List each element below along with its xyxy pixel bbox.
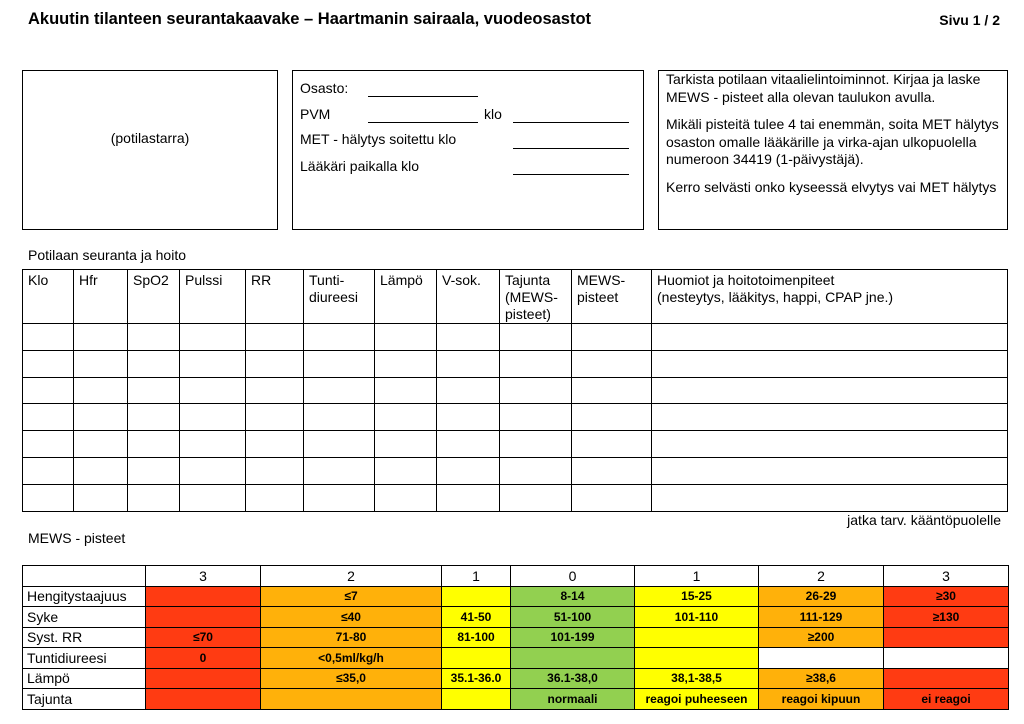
monitoring-entry-cell[interactable] — [23, 350, 74, 377]
mews-range-cell — [511, 648, 635, 669]
monitoring-entry-cell[interactable] — [304, 431, 375, 458]
monitoring-entry-cell[interactable] — [180, 457, 246, 484]
mews-range-cell: 8-14 — [511, 586, 635, 607]
monitoring-column-header: Hfr — [74, 270, 128, 324]
mews-range-cell: ≤35,0 — [261, 668, 442, 689]
mews-score-header-row — [23, 566, 1009, 587]
monitoring-entry-cell[interactable] — [375, 350, 437, 377]
page-number: Sivu 1 / 2 — [939, 12, 1000, 28]
monitoring-entry-cell[interactable] — [500, 484, 572, 511]
monitoring-entry-cell[interactable] — [572, 484, 652, 511]
monitoring-entry-cell[interactable] — [375, 404, 437, 431]
mews-parameter-row — [23, 689, 1009, 710]
mews-range-cell: 81-100 — [442, 627, 511, 648]
monitoring-column-header: Tajunta (MEWS- pisteet) — [500, 270, 572, 324]
monitoring-entry-cell[interactable] — [74, 457, 128, 484]
monitoring-entry-cell[interactable] — [304, 484, 375, 511]
monitoring-entry-cell[interactable] — [74, 324, 128, 351]
monitoring-entry-cell[interactable] — [246, 350, 304, 377]
date-label: PVM — [300, 106, 331, 122]
monitoring-entry-cell[interactable] — [572, 350, 652, 377]
monitoring-entry-cell[interactable] — [652, 484, 1008, 511]
doctor-arrival-label: Lääkäri paikalla klo — [300, 158, 420, 174]
monitoring-entry-cell[interactable] — [572, 404, 652, 431]
monitoring-entry-cell[interactable] — [246, 457, 304, 484]
monitoring-header-row — [23, 270, 1008, 324]
monitoring-entry-cell[interactable] — [652, 404, 1008, 431]
monitoring-entry-cell[interactable] — [652, 431, 1008, 458]
mews-table — [22, 565, 1009, 710]
mews-range-cell: 51-100 — [511, 607, 635, 628]
monitoring-entry-cell[interactable] — [180, 484, 246, 511]
monitoring-entry-cell[interactable] — [500, 377, 572, 404]
mews-range-cell — [146, 689, 261, 710]
mews-range-cell — [884, 668, 1009, 689]
monitoring-section-label: Potilaan seuranta ja hoito — [28, 247, 186, 263]
monitoring-entry-cell[interactable] — [23, 404, 74, 431]
mews-range-cell — [442, 689, 511, 710]
mews-corner-cell — [23, 566, 146, 587]
mews-range-cell: <0,5ml/kg/h — [261, 648, 442, 669]
mews-range-cell: 35.1-36.0 — [442, 668, 511, 689]
ward-field[interactable] — [368, 96, 478, 97]
mews-range-cell — [442, 586, 511, 607]
mews-range-cell — [635, 627, 759, 648]
monitoring-entry-row — [23, 484, 1008, 511]
monitoring-entry-cell[interactable] — [180, 350, 246, 377]
met-alarm-label: MET - hälytys soitettu klo — [300, 131, 457, 147]
mews-parameter-label: Syst. RR — [23, 627, 146, 648]
monitoring-entry-cell[interactable] — [128, 324, 180, 351]
monitoring-column-header: Tunti- diureesi — [304, 270, 375, 324]
monitoring-column-header: MEWS- pisteet — [572, 270, 652, 324]
mews-range-cell — [442, 648, 511, 669]
mews-range-cell — [146, 586, 261, 607]
mews-range-cell: ≥30 — [884, 586, 1009, 607]
mews-parameter-row — [23, 607, 1009, 628]
monitoring-entry-row — [23, 350, 1008, 377]
ward-info-box — [292, 70, 644, 230]
mews-range-cell: 0 — [146, 648, 261, 669]
monitoring-entry-cell[interactable] — [23, 484, 74, 511]
monitoring-entry-cell[interactable] — [437, 324, 500, 351]
monitoring-column-header: SpO2 — [128, 270, 180, 324]
mews-parameter-row — [23, 586, 1009, 607]
time-label: klo — [484, 106, 502, 122]
monitoring-entry-cell[interactable] — [304, 457, 375, 484]
monitoring-entry-cell[interactable] — [246, 431, 304, 458]
mews-score-header: 0 — [511, 566, 635, 587]
mews-range-cell: 101-110 — [635, 607, 759, 628]
mews-range-cell: 15-25 — [635, 586, 759, 607]
monitoring-entry-row — [23, 404, 1008, 431]
monitoring-entry-cell[interactable] — [572, 377, 652, 404]
monitoring-column-header: Lämpö — [375, 270, 437, 324]
monitoring-entry-cell[interactable] — [180, 431, 246, 458]
mews-parameter-row — [23, 627, 1009, 648]
monitoring-entry-cell[interactable] — [572, 431, 652, 458]
monitoring-entry-cell[interactable] — [74, 350, 128, 377]
mews-range-cell: ≥130 — [884, 607, 1009, 628]
monitoring-entry-cell[interactable] — [128, 404, 180, 431]
monitoring-entry-cell[interactable] — [500, 350, 572, 377]
mews-range-cell: ≤40 — [261, 607, 442, 628]
monitoring-entry-row — [23, 431, 1008, 458]
monitoring-entry-cell[interactable] — [23, 324, 74, 351]
mews-range-cell: ≤7 — [261, 586, 442, 607]
ward-label: Osasto: — [300, 80, 349, 96]
mews-range-cell — [146, 668, 261, 689]
doctor-arrival-time-field[interactable] — [513, 174, 629, 175]
met-alarm-time-field[interactable] — [513, 148, 629, 149]
monitoring-entry-cell[interactable] — [246, 484, 304, 511]
monitoring-column-header: Klo — [23, 270, 74, 324]
monitoring-entry-cell[interactable] — [375, 324, 437, 351]
mews-range-cell: ≤70 — [146, 627, 261, 648]
mews-section-label: MEWS - pisteet — [28, 530, 126, 546]
monitoring-entry-cell[interactable] — [304, 324, 375, 351]
monitoring-entry-cell[interactable] — [246, 324, 304, 351]
monitoring-entry-cell[interactable] — [500, 431, 572, 458]
monitoring-entry-cell[interactable] — [74, 404, 128, 431]
mews-range-cell — [146, 607, 261, 628]
monitoring-entry-cell[interactable] — [74, 377, 128, 404]
monitoring-entry-cell[interactable] — [437, 431, 500, 458]
instruction-text: Tarkista potilaan vitaalielintoiminnot. Kirjaa ja laske MEWS - pisteet alla olevan taulukon avulla. — [666, 71, 981, 105]
monitoring-entry-cell[interactable] — [304, 377, 375, 404]
mews-score-header: 3 — [146, 566, 261, 587]
mews-range-cell: ei reagoi — [884, 689, 1009, 710]
monitoring-column-header: RR — [246, 270, 304, 324]
monitoring-column-header: Pulssi — [180, 270, 246, 324]
monitoring-entry-cell[interactable] — [652, 377, 1008, 404]
monitoring-entry-cell[interactable] — [572, 457, 652, 484]
mews-range-cell: 71-80 — [261, 627, 442, 648]
mews-parameter-label: Tajunta — [23, 689, 146, 710]
monitoring-entry-cell[interactable] — [128, 457, 180, 484]
monitoring-entry-cell[interactable] — [572, 324, 652, 351]
mews-range-cell — [759, 648, 884, 669]
monitoring-entry-cell[interactable] — [652, 457, 1008, 484]
monitoring-entry-row — [23, 324, 1008, 351]
patient-sticker-box — [22, 70, 278, 230]
monitoring-entry-cell[interactable] — [500, 404, 572, 431]
monitoring-entry-cell[interactable] — [375, 377, 437, 404]
monitoring-entry-cell[interactable] — [437, 350, 500, 377]
mews-range-cell: 41-50 — [442, 607, 511, 628]
mews-parameter-label: Hengitystaajuus — [23, 586, 146, 607]
mews-score-header: 2 — [261, 566, 442, 587]
instructions-box — [658, 70, 1008, 230]
mews-range-cell — [635, 648, 759, 669]
monitoring-entry-row — [23, 457, 1008, 484]
mews-score-header: 3 — [884, 566, 1009, 587]
monitoring-entry-cell[interactable] — [304, 404, 375, 431]
mews-range-cell: 36.1-38,0 — [511, 668, 635, 689]
mews-range-cell: 38,1-38,5 — [635, 668, 759, 689]
monitoring-entry-cell[interactable] — [246, 377, 304, 404]
monitoring-entry-cell[interactable] — [652, 324, 1008, 351]
monitoring-column-header: V-sok. — [437, 270, 500, 324]
monitoring-entry-cell[interactable] — [304, 350, 375, 377]
monitoring-entry-row — [23, 377, 1008, 404]
continue-note: jatka tarv. kääntöpuolelle — [847, 512, 1001, 528]
instruction-text: Mikäli pisteitä tulee 4 tai enemmän, soita MET hälytys osaston omalle lääkärille ja virka-ajan ulkopuolella numeroon 34419 (1-päivystäjä). — [666, 116, 999, 167]
monitoring-entry-cell[interactable] — [246, 404, 304, 431]
monitoring-entry-cell[interactable] — [128, 431, 180, 458]
monitoring-entry-cell[interactable] — [180, 404, 246, 431]
monitoring-entry-cell[interactable] — [23, 457, 74, 484]
mews-parameter-label: Tuntidiureesi — [23, 648, 146, 669]
mews-score-header: 1 — [635, 566, 759, 587]
monitoring-entry-cell[interactable] — [128, 484, 180, 511]
mews-range-cell — [261, 689, 442, 710]
mews-range-cell: reagoi kipuun — [759, 689, 884, 710]
monitoring-table — [22, 269, 1008, 512]
mews-range-cell: ≥38,6 — [759, 668, 884, 689]
monitoring-entry-cell[interactable] — [437, 404, 500, 431]
monitoring-entry-cell[interactable] — [128, 377, 180, 404]
mews-range-cell: 111-129 — [759, 607, 884, 628]
mews-range-cell — [884, 627, 1009, 648]
monitoring-entry-cell[interactable] — [375, 431, 437, 458]
mews-score-header: 2 — [759, 566, 884, 587]
mews-range-cell: 101-199 — [511, 627, 635, 648]
monitoring-column-header: Huomiot ja hoitotoimenpiteet (nesteytys, lääkitys, happi, CPAP jne.) — [652, 270, 1008, 324]
mews-range-cell: reagoi puheeseen — [635, 689, 759, 710]
date-field[interactable] — [368, 122, 478, 123]
monitoring-entry-cell[interactable] — [180, 324, 246, 351]
monitoring-entry-cell[interactable] — [500, 324, 572, 351]
patient-sticker-label: (potilastarra) — [110, 130, 190, 146]
monitoring-entry-cell[interactable] — [128, 350, 180, 377]
mews-parameter-row — [23, 648, 1009, 669]
monitoring-entry-cell[interactable] — [652, 350, 1008, 377]
monitoring-entry-cell[interactable] — [23, 377, 74, 404]
time-field[interactable] — [513, 122, 629, 123]
monitoring-entry-cell[interactable] — [180, 377, 246, 404]
monitoring-entry-cell[interactable] — [437, 484, 500, 511]
page-title: Akuutin tilanteen seurantakaavake – Haartmanin sairaala, vuodeosastot — [28, 10, 592, 28]
monitoring-entry-cell[interactable] — [375, 457, 437, 484]
monitoring-entry-cell[interactable] — [500, 457, 572, 484]
monitoring-entry-cell[interactable] — [375, 484, 437, 511]
mews-score-header: 1 — [442, 566, 511, 587]
monitoring-entry-cell[interactable] — [23, 431, 74, 458]
mews-range-cell: ≥200 — [759, 627, 884, 648]
mews-range-cell: normaali — [511, 689, 635, 710]
monitoring-entry-cell[interactable] — [437, 377, 500, 404]
instruction-text: Kerro selvästi onko kyseessä elvytys vai MET hälytys — [666, 178, 997, 195]
mews-parameter-label: Lämpö — [23, 668, 146, 689]
monitoring-entry-cell[interactable] — [74, 484, 128, 511]
mews-range-cell: 26-29 — [759, 586, 884, 607]
mews-parameter-label: Syke — [23, 607, 146, 628]
mews-range-cell — [884, 648, 1009, 669]
monitoring-entry-cell[interactable] — [74, 431, 128, 458]
monitoring-entry-cell[interactable] — [437, 457, 500, 484]
mews-parameter-row — [23, 668, 1009, 689]
